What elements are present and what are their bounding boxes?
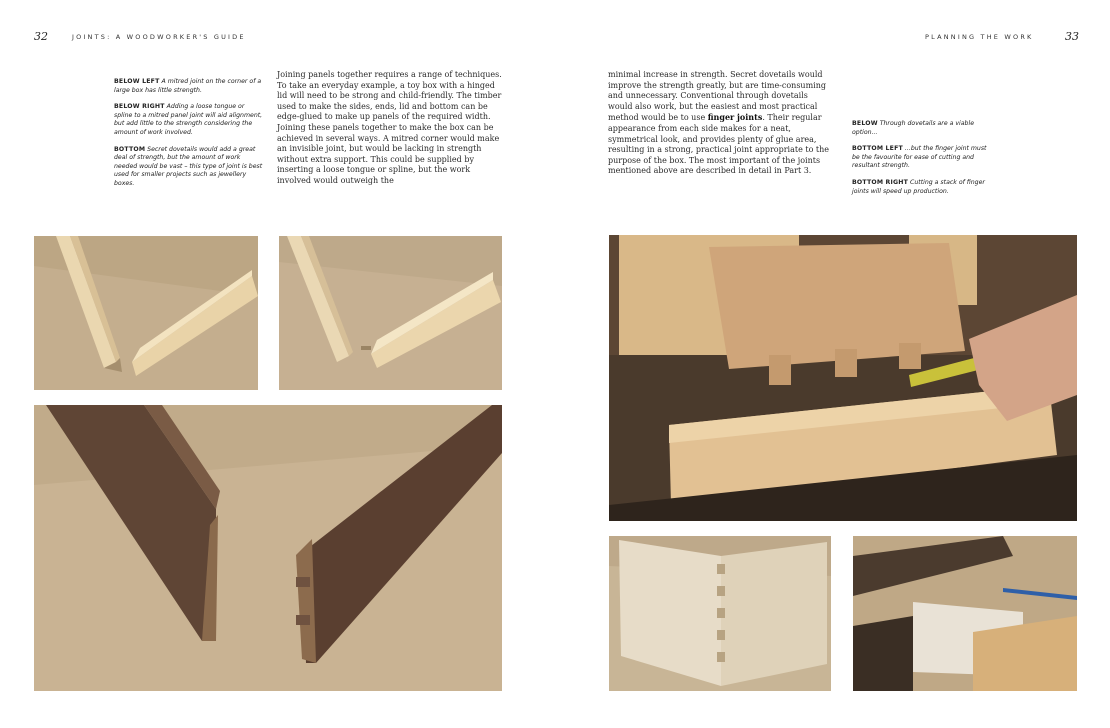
left-page-number: 32 [34, 30, 48, 43]
caption-text: Secret dovetails would add a great deal of strength, but the amount of work needed would be vast – this type of joint is best used for smaller projects such as jewellery boxes. [114, 145, 263, 187]
caption-text: ...but the finger joint must be the favourite for ease of cutting and resultant strength. [852, 145, 987, 170]
loose-tongue-mitre-photo [279, 236, 502, 390]
caption-label: BOTTOM RIGHT [852, 178, 909, 186]
caption-text: A mitred joint on the corner of a large box has little strength. [114, 78, 262, 94]
caption-bottom-left [852, 145, 992, 171]
body-paragraph [608, 70, 832, 177]
caption-text: Adding a loose tongue or spline to a mitred panel joint will aid alignment, but add little to the strength considering the amount of work involved. [114, 103, 263, 136]
body-paragraph: Joining panels together requires a range of techniques. To take an everyday example, a toy box with a hinged lid will need to be strong and child-friendly. The timber used to make the sides, ends, lid and bottom can be edge-glued to make up panels of the required width. Joining these panels together to make the box can be achieved in several ways. A mitred corner would make an invisible joint, but would be lacking in strength without extra support. This could be supplied by inserting a loose tongue or spline, but the work involved would outweigh the [277, 70, 502, 185]
through-dovetail-marking-photo [609, 235, 1077, 521]
caption-bottom-right [852, 179, 992, 196]
mitred-corner-photo [34, 236, 258, 390]
right-body-text [608, 70, 832, 177]
caption-text: Cutting a stack of finger joints will speed up production. [852, 178, 985, 195]
caption-label: BOTTOM LEFT [852, 145, 903, 153]
right-page-number: 33 [1065, 30, 1079, 43]
right-captions [852, 120, 992, 204]
right-running-head: PLANNING THE WORK [925, 33, 1034, 41]
right-page [555, 0, 1110, 728]
caption-text: Through dovetails are a viable option... [852, 120, 975, 136]
caption-label: BELOW LEFT [114, 78, 160, 85]
finger-joint-box-photo [609, 536, 831, 691]
body-text-before: minimal increase in strength. Secret dovetails would improve the strength greatly, but are time-consuming and unnecessary. Conventional through dovetails would also work, but the easiest and most practical method would be to use [608, 70, 826, 123]
caption-below-right [114, 103, 264, 137]
caption-below [852, 120, 992, 137]
secret-dovetail-photo [34, 405, 502, 691]
caption-bottom [114, 146, 264, 189]
caption-label: BOTTOM [114, 145, 146, 153]
caption-below-left [114, 78, 264, 95]
left-running-head: JOINTS: A WOODWORKER'S GUIDE [72, 33, 246, 41]
stacked-finger-joints-photo [853, 536, 1077, 691]
body-text-after: . Their regular appearance from each side makes for a neat, symmetrical look, and provides plenty of glue area, resulting in a strong, practical joint appropriate to the purpose of the box. The most important of the joints mentioned above are described in detail in Part 3. [608, 113, 830, 176]
left-captions [114, 78, 264, 197]
left-body-text [277, 70, 503, 187]
caption-label: BELOW [852, 120, 878, 127]
body-bold-term: finger joints [707, 112, 763, 123]
caption-label: BELOW RIGHT [114, 103, 165, 111]
